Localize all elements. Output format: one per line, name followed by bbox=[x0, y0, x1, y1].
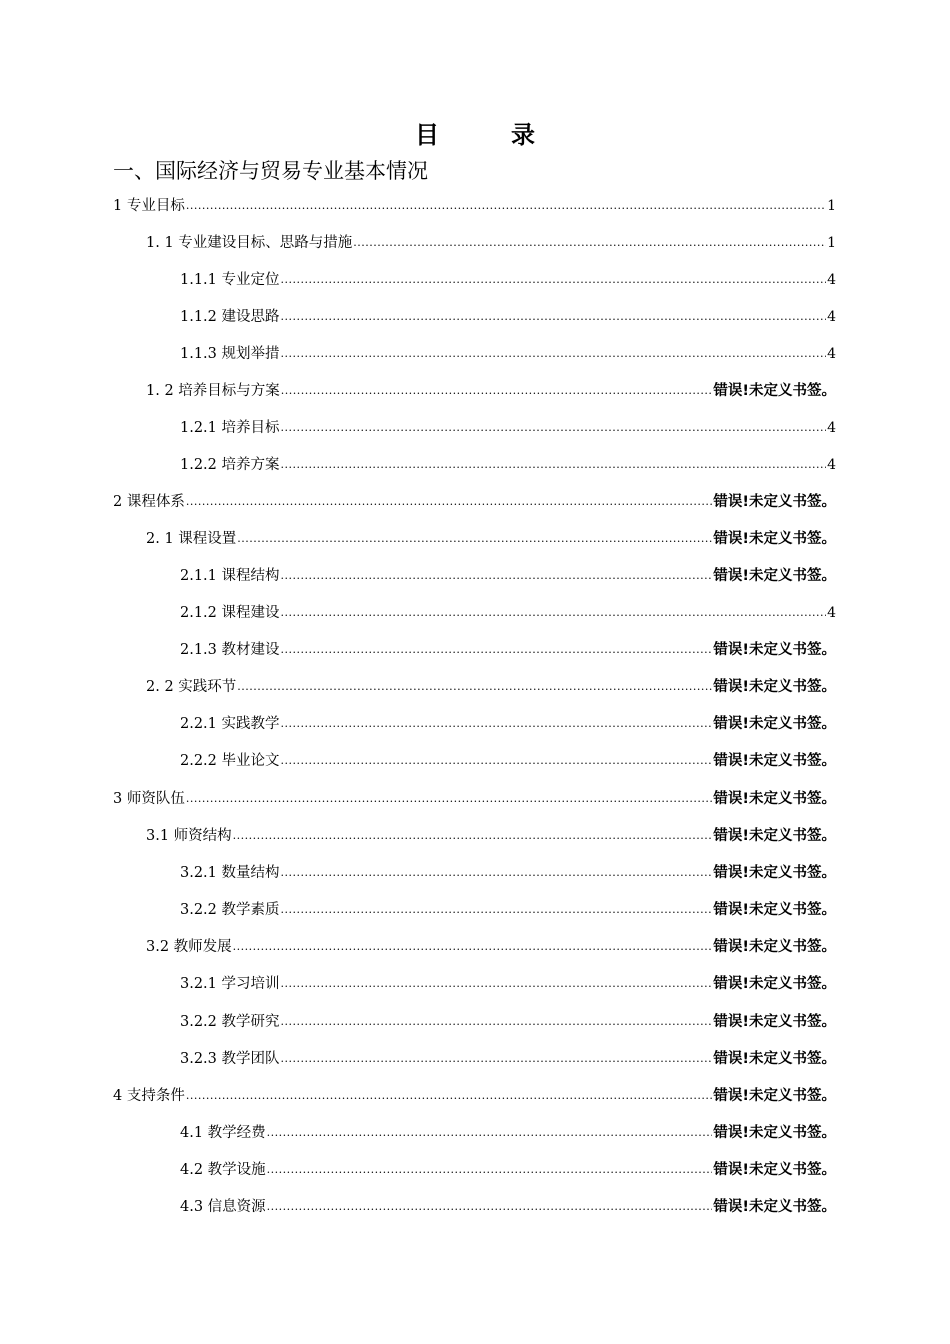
toc-entry[interactable] bbox=[180, 710, 836, 734]
toc-dot-leader bbox=[281, 418, 827, 438]
toc-dot-leader bbox=[281, 603, 827, 623]
toc-bookmark-error: 错误!未定义书签。 bbox=[713, 1051, 836, 1067]
toc-page-number: 4 bbox=[827, 457, 836, 473]
toc-dot-leader bbox=[281, 1049, 713, 1069]
toc-page-number: 1 bbox=[827, 235, 836, 251]
toc-dot-leader bbox=[186, 789, 713, 809]
toc-entry[interactable] bbox=[180, 1193, 836, 1217]
toc-entry-label: 2.1.3 教材建设 bbox=[180, 642, 280, 658]
toc-entry-label: 1.2.2 培养方案 bbox=[180, 457, 280, 473]
page-title: 目 录 bbox=[415, 121, 559, 149]
toc-page-number: 4 bbox=[827, 309, 836, 325]
toc-entry-label: 2. 1 课程设置 bbox=[146, 531, 237, 547]
toc-entry[interactable] bbox=[113, 192, 836, 216]
toc-dot-leader bbox=[281, 455, 827, 475]
toc-entry[interactable] bbox=[180, 414, 836, 438]
toc-bookmark-error: 错误!未定义书签。 bbox=[713, 753, 836, 769]
toc-dot-leader bbox=[281, 900, 713, 920]
toc-entry[interactable] bbox=[113, 785, 836, 809]
toc-entry[interactable] bbox=[180, 266, 836, 290]
toc-entry-label: 1.1.2 建设思路 bbox=[180, 309, 280, 325]
toc-dot-leader bbox=[267, 1160, 713, 1180]
toc-bookmark-error: 错误!未定义书签。 bbox=[713, 494, 836, 510]
toc-dot-leader bbox=[281, 381, 713, 401]
toc-entry-label: 4.2 教学设施 bbox=[180, 1162, 266, 1178]
toc-entry-label: 3.2.2 教学素质 bbox=[180, 902, 280, 918]
toc-bookmark-error: 错误!未定义书签。 bbox=[713, 531, 836, 547]
toc-dot-leader bbox=[281, 1012, 713, 1032]
toc-entry[interactable] bbox=[180, 1156, 836, 1180]
toc-entry-label: 3.2.1 学习培训 bbox=[180, 976, 280, 992]
toc-bookmark-error: 错误!未定义书签。 bbox=[713, 939, 836, 955]
toc-page-number: 4 bbox=[827, 346, 836, 362]
toc-entry-label: 3.2 教师发展 bbox=[146, 939, 232, 955]
toc-entry[interactable] bbox=[180, 1119, 836, 1143]
toc-entry[interactable] bbox=[180, 896, 836, 920]
toc-entry-label: 1.2.1 培养目标 bbox=[180, 420, 280, 436]
toc-entry[interactable] bbox=[113, 1082, 836, 1106]
toc-entry[interactable] bbox=[180, 451, 836, 475]
toc-bookmark-error: 错误!未定义书签。 bbox=[713, 828, 836, 844]
toc-entry-label: 3.2.1 数量结构 bbox=[180, 865, 280, 881]
toc-bookmark-error: 错误!未定义书签。 bbox=[713, 568, 836, 584]
toc-entry-label: 1.1.3 规划举措 bbox=[180, 346, 280, 362]
toc-dot-leader bbox=[281, 640, 713, 660]
toc-entry[interactable] bbox=[146, 229, 836, 253]
toc-dot-leader bbox=[267, 1197, 713, 1217]
section-heading: 一、国际经济与贸易专业基本情况 bbox=[113, 159, 428, 183]
toc-page-number: 1 bbox=[827, 198, 836, 214]
toc-bookmark-error: 错误!未定义书签。 bbox=[713, 902, 836, 918]
toc-dot-leader bbox=[281, 714, 713, 734]
toc-entry-label: 1 专业目标 bbox=[113, 198, 185, 214]
toc-bookmark-error: 错误!未定义书签。 bbox=[713, 865, 836, 881]
toc-bookmark-error: 错误!未定义书签。 bbox=[713, 976, 836, 992]
toc-entry[interactable] bbox=[180, 747, 836, 771]
toc-bookmark-error: 错误!未定义书签。 bbox=[713, 642, 836, 658]
toc-entry-label: 2. 2 实践环节 bbox=[146, 679, 237, 695]
toc-bookmark-error: 错误!未定义书签。 bbox=[713, 1162, 836, 1178]
toc-page-number: 4 bbox=[827, 420, 836, 436]
toc-entry[interactable] bbox=[180, 636, 836, 660]
toc-entry[interactable] bbox=[146, 822, 836, 846]
toc-entry[interactable] bbox=[113, 488, 836, 512]
toc-entry-label: 1. 2 培养目标与方案 bbox=[146, 383, 280, 399]
toc-dot-leader bbox=[281, 566, 713, 586]
toc-entry-label: 2 课程体系 bbox=[113, 494, 185, 510]
toc-bookmark-error: 错误!未定义书签。 bbox=[713, 716, 836, 732]
toc-dot-leader bbox=[353, 233, 826, 253]
toc-dot-leader bbox=[281, 307, 827, 327]
toc-dot-leader bbox=[281, 751, 713, 771]
toc-bookmark-error: 错误!未定义书签。 bbox=[713, 1199, 836, 1215]
toc-dot-leader bbox=[186, 1086, 713, 1106]
toc-bookmark-error: 错误!未定义书签。 bbox=[713, 383, 836, 399]
toc-bookmark-error: 错误!未定义书签。 bbox=[713, 791, 836, 807]
toc-entry[interactable] bbox=[146, 673, 836, 697]
toc-dot-leader bbox=[267, 1123, 713, 1143]
toc-dot-leader bbox=[237, 529, 712, 549]
toc-entry[interactable] bbox=[180, 562, 836, 586]
toc-entry-label: 3.2.2 教学研究 bbox=[180, 1014, 280, 1030]
toc-dot-leader bbox=[186, 196, 826, 216]
toc-dot-leader bbox=[281, 974, 713, 994]
toc-bookmark-error: 错误!未定义书签。 bbox=[713, 679, 836, 695]
toc-entry-label: 2.1.1 课程结构 bbox=[180, 568, 280, 584]
toc-entry[interactable] bbox=[180, 859, 836, 883]
toc-dot-leader bbox=[281, 344, 827, 364]
toc-entry-label: 1.1.1 专业定位 bbox=[180, 272, 280, 288]
toc-entry[interactable] bbox=[180, 340, 836, 364]
toc-entry-label: 2.2.2 毕业论文 bbox=[180, 753, 280, 769]
toc-dot-leader bbox=[237, 677, 712, 697]
toc-dot-leader bbox=[186, 492, 713, 512]
toc-entry-label: 3.1 师资结构 bbox=[146, 828, 232, 844]
toc-dot-leader bbox=[233, 826, 713, 846]
toc-entry[interactable] bbox=[180, 303, 836, 327]
toc-entry-label: 4 支持条件 bbox=[113, 1088, 185, 1104]
toc-page-number: 4 bbox=[827, 605, 836, 621]
toc-page-number: 4 bbox=[827, 272, 836, 288]
toc-entry[interactable] bbox=[146, 933, 836, 957]
toc-entry-label: 2.2.1 实践教学 bbox=[180, 716, 280, 732]
toc-dot-leader bbox=[281, 270, 827, 290]
toc-entry[interactable] bbox=[180, 599, 836, 623]
toc-bookmark-error: 错误!未定义书签。 bbox=[713, 1014, 836, 1030]
toc-entry-label: 2.1.2 课程建设 bbox=[180, 605, 280, 621]
toc-entry-label: 4.3 信息资源 bbox=[180, 1199, 266, 1215]
toc-dot-leader bbox=[281, 863, 713, 883]
toc-entry[interactable] bbox=[180, 1008, 836, 1032]
toc-dot-leader bbox=[233, 937, 713, 957]
toc-entry-label: 4.1 教学经费 bbox=[180, 1125, 266, 1141]
toc-entry-label: 3.2.3 教学团队 bbox=[180, 1051, 280, 1067]
toc-bookmark-error: 错误!未定义书签。 bbox=[713, 1125, 836, 1141]
toc-bookmark-error: 错误!未定义书签。 bbox=[713, 1088, 836, 1104]
toc-entry-label: 3 师资队伍 bbox=[113, 791, 185, 807]
toc-entry[interactable] bbox=[180, 970, 836, 994]
toc-entry[interactable] bbox=[180, 1045, 836, 1069]
toc-entry[interactable] bbox=[146, 525, 836, 549]
toc-entry-label: 1. 1 专业建设目标、思路与措施 bbox=[146, 235, 353, 251]
toc-entry[interactable] bbox=[146, 377, 836, 401]
